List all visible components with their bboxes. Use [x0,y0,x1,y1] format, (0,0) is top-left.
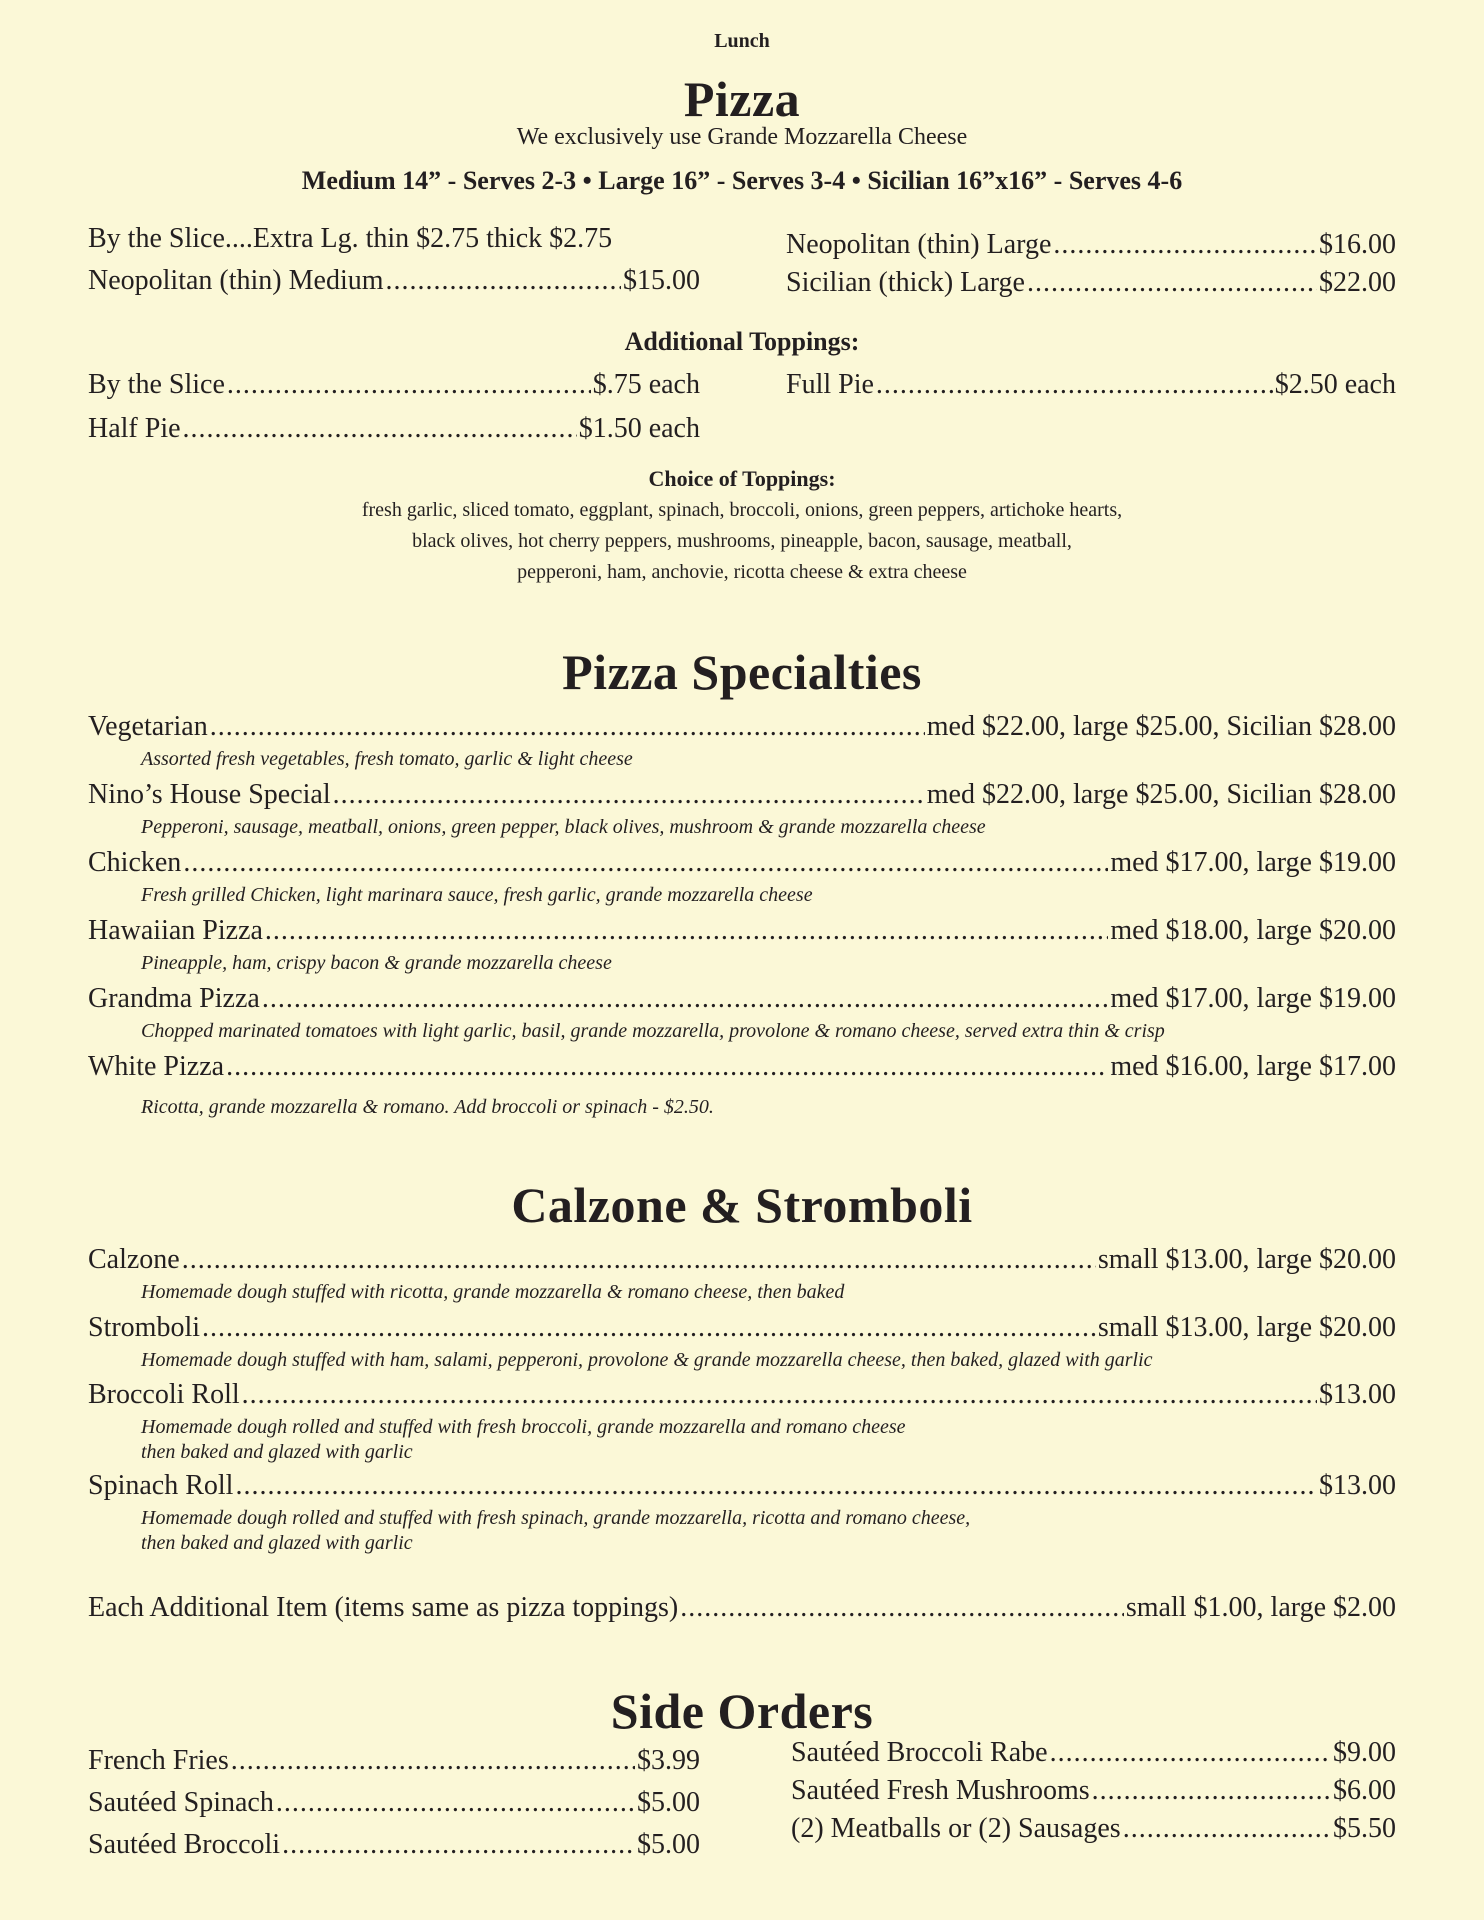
menu-item: (2) Meatballs or (2) Sausages ..... $5.50 [791,1813,1396,1845]
meal-label: Lunch [714,30,770,52]
pizza-title: Pizza [683,71,801,127]
menu-item: By the Slice ..... $.75 each [88,369,700,401]
item-description: Fresh grilled Chicken, light marinara sauce, fresh garlic, grande mozzarella cheese [141,884,813,906]
pizza-sizes: Medium 14” - Serves 2-3 • Large 16” - Serves 3-4 • Sicilian 16”x16” - Serves 4-6 [301,166,1183,195]
menu-item: French Fries ..... $3.99 [88,1745,700,1777]
pizza-note: We exclusively use Grande Mozzarella Cheese [516,124,968,150]
menu-item: Sicilian (thick) Large ..... $22.00 [786,267,1396,299]
item-description: Homemade dough rolled and stuffed with fresh spinach, grande mozzarella, ricotta and romano cheese, [141,1507,971,1529]
item-description: Homemade dough rolled and stuffed with fresh broccoli, grande mozzarella and romano cheese [141,1416,906,1438]
calzone-title: Calzone & Stromboli [511,1177,973,1233]
menu-item: Hawaiian Pizza ..... med $18.00, large $20.00 [88,915,1396,947]
item-description: Homemade dough stuffed with ricotta, grande mozzarella & romano cheese, then baked [141,1281,845,1303]
menu-item: Chicken ..... med $17.00, large $19.00 [88,847,1396,879]
menu-item: Stromboli ..... small $13.00, large $20.00 [88,1312,1396,1344]
item-description: Pineapple, ham, crispy bacon & grande mozzarella cheese [141,952,612,974]
toppings-list: fresh garlic, sliced tomato, eggplant, spinach, broccoli, onions, green peppers, artichoke hearts, black olives, hot cherry peppers, mushrooms, pineapple, bacon, sausage, meatball, pepperoni, ham, anchovie, ricotta cheese & extra cheese [361,499,1123,583]
item-description: Chopped marinated tomatoes with light garlic, basil, grande mozzarella, provolone & romano cheese, served extra thin & crisp [141,1020,1165,1042]
menu-item: White Pizza ..... med $16.00, large $17.00 [88,1051,1396,1083]
specialties-title: Pizza Specialties [562,644,922,700]
item-description: Pepperoni, sausage, meatball, onions, green pepper, black olives, mushroom & grande mozzarella cheese [141,816,986,838]
item-description: Assorted fresh vegetables, fresh tomato, garlic & light cheese [141,748,633,770]
item-description: Homemade dough stuffed with ham, salami, pepperoni, provolone & grande mozzarella cheese, then baked, glazed with garlic [141,1349,1153,1371]
menu-item: Vegetarian ..... med $22.00, large $25.00, Sicilian $28.00 [88,711,1396,743]
item-description: then baked and glazed with garlic [141,1441,413,1463]
by-the-slice-line: By the Slice....Extra Lg. thin $2.75 thick $2.75 [88,223,613,254]
item-description: Ricotta, grande mozzarella & romano. Add broccoli or spinach - $2.50. [141,1096,714,1118]
menu-item: Sautéed Spinach ..... $5.00 [88,1787,700,1819]
choice-of-toppings-title: Choice of Toppings: [648,466,836,491]
menu-item: Half Pie ..... $1.50 each [88,413,700,445]
menu-item: Sautéed Fresh Mushrooms ..... $6.00 [791,1775,1396,1807]
menu-item: Sautéed Broccoli Rabe ..... $9.00 [791,1737,1396,1769]
menu-item: Neopolitan (thin) Medium ..... $15.00 [88,265,700,297]
menu-item: Nino’s House Special ..... med $22.00, large $25.00, Sicilian $28.00 [88,779,1396,811]
menu-item: Full Pie ..... $2.50 each [786,369,1396,401]
menu-item: Each Additional Item (items same as pizza toppings) ..... small $1.00, large $2.00 [88,1592,1396,1624]
additional-toppings-title: Additional Toppings: [624,327,860,356]
menu-item: Sautéed Broccoli ..... $5.00 [88,1829,700,1861]
menu-item: Calzone ..... small $13.00, large $20.00 [88,1244,1396,1276]
menu-item: Spinach Roll ..... $13.00 [88,1470,1396,1502]
sides-title: Side Orders [610,1683,874,1739]
item-description: then baked and glazed with garlic [141,1532,413,1554]
menu-item: Grandma Pizza ..... med $17.00, large $19.00 [88,983,1396,1015]
menu-item: Broccoli Roll ..... $13.00 [88,1379,1396,1411]
menu-item: Neopolitan (thin) Large ..... $16.00 [786,229,1396,261]
